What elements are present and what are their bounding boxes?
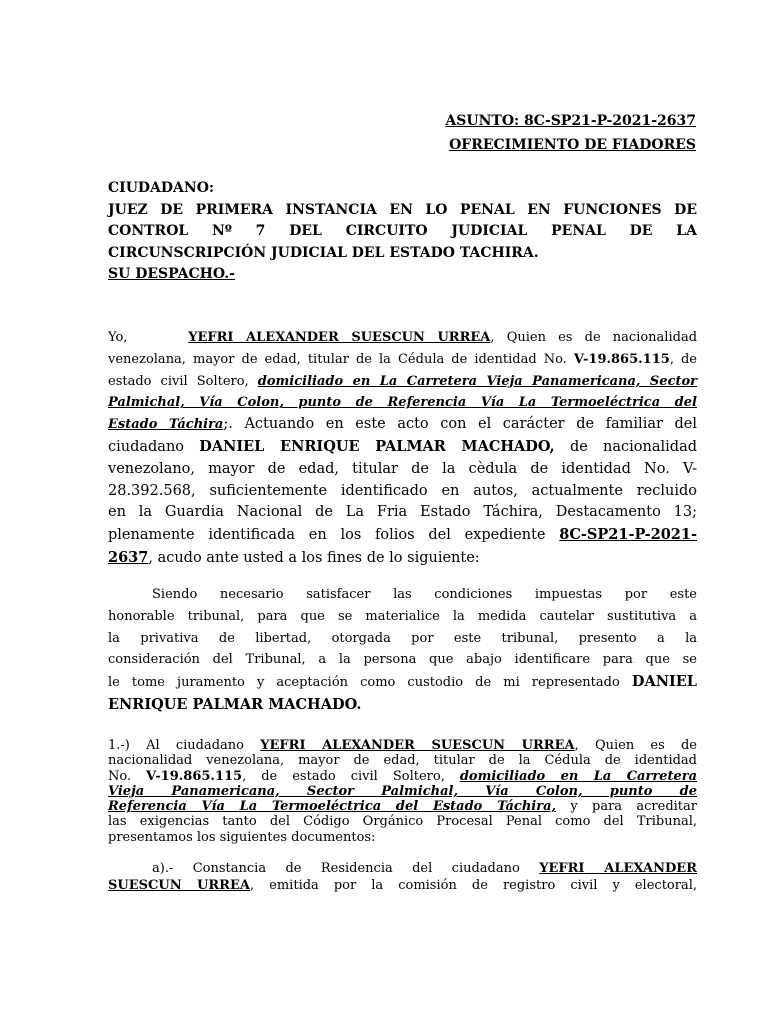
request-line: Siendo necesario satisfacer las condiciones impuestas por este xyxy=(152,587,697,602)
id-number: V-19.865.115 xyxy=(573,351,670,367)
paragraph-guarantor xyxy=(108,738,697,845)
guarantor-line: nacionalidad venezolana, mayor de edad, titular de la Cédula de identidad xyxy=(108,753,697,769)
address-text: domiciliado en La Carretera Vieja Panamericana, Sector xyxy=(257,373,698,389)
guarantor-line: presentamos los siguientes documentos: xyxy=(108,829,376,845)
address-text: Palmichal, Vía Colon, punto de Referencia Vía La Termoeléctrica del xyxy=(108,395,697,411)
intro-line: ciudadano DANIEL ENRIQUE PALMAR MACHADO, de nacionalidad xyxy=(108,437,697,455)
guarantor-line: No. V-19.865.115, de estado civil Soltero, domiciliado en La Carretera xyxy=(108,768,697,784)
paragraph-introduction xyxy=(108,327,697,570)
address-text: Vieja Panamericana, Sector Palmichal, Vía Colon, punto de xyxy=(108,783,697,799)
address-text: Estado Táchira xyxy=(108,417,224,433)
person-name: YEFRI ALEXANDER SUESCUN URREA xyxy=(188,330,491,345)
represented-name: DANIEL ENRIQUE PALMAR MACHADO, xyxy=(199,437,555,455)
guarantor-line: Referencia Vía La Termoeléctrica del Estado Táchira, y para acreditar xyxy=(108,799,697,815)
item-line: SUESCUN URREA, emitida por la comisión de registro civil y electoral, xyxy=(108,878,697,893)
request-line: consideración del Tribunal, a la persona que abajo identificare para que se xyxy=(108,652,697,668)
addressee-closing: SU DESPACHO.- xyxy=(108,266,235,282)
case-number-heading: ASUNTO: 8C-SP21-P-2021-2637 xyxy=(445,113,696,129)
intro-line: venezolano, mayor de edad, titular de la cèdula de identidad No. V- xyxy=(108,460,697,477)
request-line: le tome juramento y aceptación como custodio de mi representado DANIEL xyxy=(108,673,697,691)
addressee-line-2: CONTROL Nº 7 DEL CIRCUITO JUDICIAL PENAL DE LA xyxy=(108,223,697,239)
guarantor-line: 1.-) Al ciudadano YEFRI ALEXANDER SUESCUN URREA, Quien es de xyxy=(108,738,698,753)
intro-line: en la Guardia Nacional de La Fria Estado Táchira, Destacamento 13; xyxy=(108,504,697,521)
intro-line: estado civil Soltero, domiciliado en La Carretera Vieja Panamericana, Sector xyxy=(108,373,698,389)
address-text: domiciliado en La Carretera xyxy=(459,768,697,784)
paragraph-request xyxy=(108,584,697,716)
guarantor-name: YEFRI ALEXANDER SUESCUN URREA xyxy=(260,738,575,753)
addressee-line-3: CIRCUNSCRIPCIÓN JUDICIAL DEL ESTADO TACHIRA. xyxy=(108,244,539,261)
guarantor-name: YEFRI ALEXANDER xyxy=(539,861,697,876)
subject-heading: OFRECIMIENTO DE FIADORES xyxy=(449,137,696,153)
item-line: a).- Constancia de Residencia del ciudadano YEFRI ALEXANDER xyxy=(152,861,697,876)
intro-line: 28.392.568, suficientemente identificado en autos, actualmente recluido xyxy=(108,482,697,499)
represented-name: ENRIQUE PALMAR MACHADO. xyxy=(108,695,362,713)
guarantor-name: SUESCUN URREA xyxy=(108,878,250,893)
address-text: Referencia Vía La Termoeléctrica del Estado Táchira, xyxy=(108,799,557,815)
intro-line: 2637, acudo ante usted a los fines de lo siguiente: xyxy=(108,548,480,566)
request-line: honorable tribunal, para que se materialice la medida cautelar sustitutiva a xyxy=(108,608,697,624)
id-number: V-19.865.115 xyxy=(146,768,243,784)
addressee-line-1: JUEZ DE PRIMERA INSTANCIA EN LO PENAL EN FUNCIONES DE xyxy=(108,201,697,218)
addressee-block xyxy=(108,178,697,286)
case-number: 2637 xyxy=(108,548,149,566)
intro-line: Yo, YEFRI ALEXANDER SUESCUN URREA, Quien es de nacionalidad xyxy=(108,330,698,345)
represented-name: DANIEL xyxy=(631,673,697,691)
guarantor-line: las exigencias tanto del Código Orgánico Procesal Penal como del Tribunal, xyxy=(108,814,697,830)
addressee-title: CIUDADANO: xyxy=(108,180,215,196)
document-list-item xyxy=(108,860,697,894)
request-line: la privativa de libertad, otorgada por este tribunal, presento a la xyxy=(108,630,697,646)
intro-line: Estado Táchira;. Actuando en este acto con el carácter de familiar del xyxy=(108,416,697,433)
intro-line: plenamente identificada en los folios del expediente 8C-SP21-P-2021- xyxy=(108,526,697,544)
case-number: 8C-SP21-P-2021- xyxy=(559,526,697,544)
intro-line: venezolana, mayor de edad, titular de la Cédula de identidad No. V-19.865.115, de xyxy=(108,351,698,367)
